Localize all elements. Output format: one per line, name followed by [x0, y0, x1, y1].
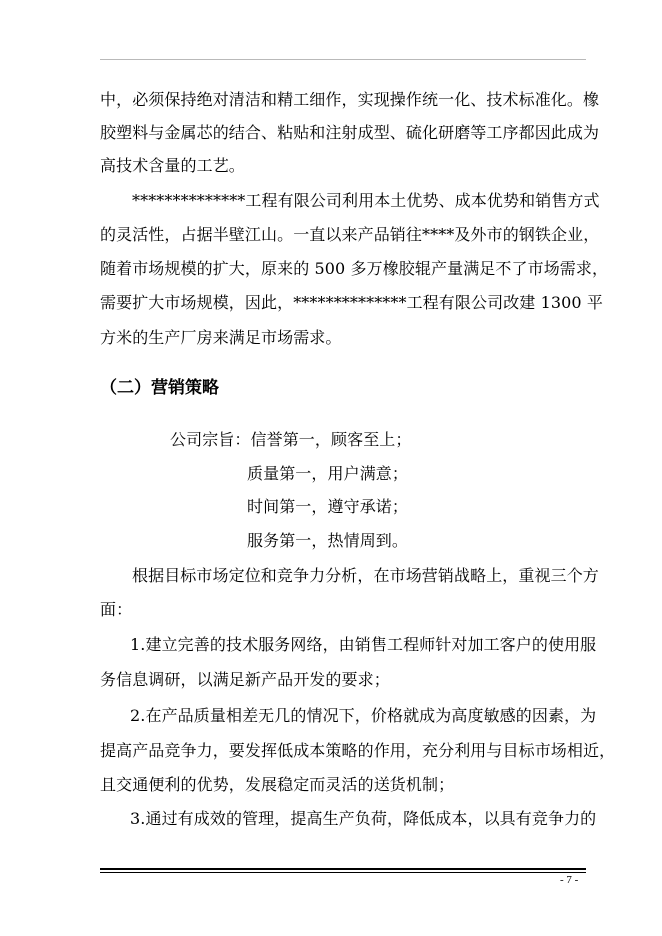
header-rule	[100, 59, 586, 60]
footer-rule	[100, 868, 586, 870]
paragraph-1-line-3: 高技术含量的工艺。	[100, 156, 245, 175]
section-heading: （二）营销策略	[100, 378, 219, 398]
strategy-point-1-line-1: 1.建立完善的技术服务网络，由销售工程师针对加工客户的使用服	[130, 635, 597, 654]
strategy-intro-line-2: 面：	[100, 600, 133, 619]
paragraph-1-line-1: 中，必须保持绝对清洁和精工细作，实现操作统一化、技术标准化。橡	[100, 90, 600, 109]
strategy-point-2-line-3: 且交通便利的优势，发展稳定而灵活的送货机制；	[100, 775, 455, 794]
purpose-item: 服务第一，热情周到。	[247, 531, 409, 550]
purpose-label-line: 公司宗旨：信誉第一，顾客至上；	[170, 430, 412, 449]
paragraph-2-line-5: 方米的生产厂房来满足市场需求。	[100, 328, 342, 347]
paragraph-2-line-2: 的灵活性，占据半壁江山。一直以来产品销往****及外市的钢铁企业，	[100, 225, 600, 244]
paragraph-2-line-1: **************工程有限公司利用本土优势、成本优势和销售方式	[132, 191, 600, 210]
paragraph-2-line-4: 需要扩大市场规模，因此，**************工程有限公司改建 1300 平	[100, 293, 603, 312]
strategy-intro-line-1: 根据目标市场定位和竞争力分析，在市场营销战略上，重视三个方	[132, 566, 599, 585]
paragraph-1-line-2: 胶塑料与金属芯的结合、粘贴和注射成型、硫化研磨等工序都因此成为	[100, 123, 600, 142]
purpose-item: 质量第一，用户满意；	[247, 464, 409, 483]
footer-rule-thin	[100, 872, 586, 873]
strategy-point-2-line-1: 2.在产品质量相差无几的情况下，价格就成为高度敏感的因素，为	[130, 706, 597, 725]
page-number: - 7 -	[560, 874, 579, 886]
strategy-point-3-line-1: 3.通过有成效的管理，提高生产负荷，降低成本，以具有竞争力的	[130, 809, 597, 828]
purpose-item: 时间第一，遵守承诺；	[247, 497, 409, 516]
strategy-point-2-line-2: 提高产品竞争力，要发挥低成本策略的作用，充分利用与目标市场相近，	[100, 741, 616, 760]
strategy-point-1-line-2: 务信息调研，以满足新产品开发的要求；	[100, 670, 390, 689]
paragraph-2-line-3: 随着市场规模的扩大，原来的 500 多万橡胶辊产量满足不了市场需求，	[100, 259, 609, 278]
